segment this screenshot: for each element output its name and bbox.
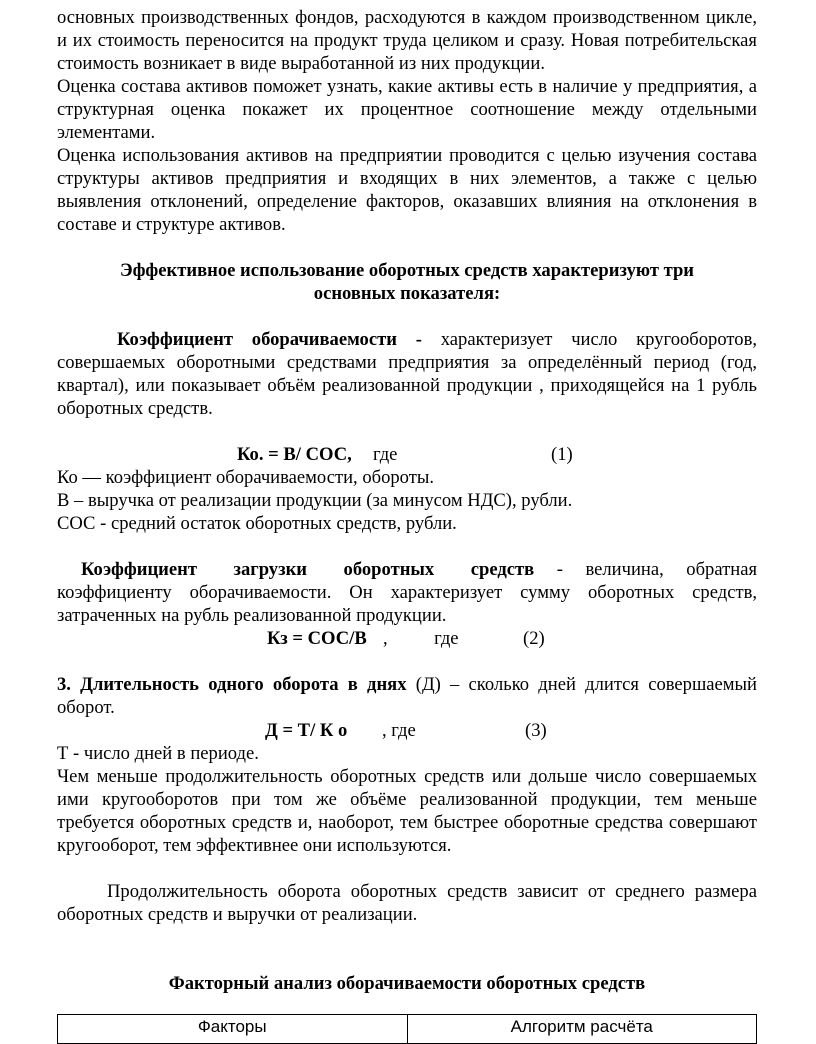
load-factor-paragraph xyxy=(57,558,757,627)
definition-days: Т - число дней в периоде. xyxy=(57,743,259,764)
duration-term: 3. Длительность одного оборота в днях xyxy=(57,674,407,695)
formula-2-where: , где xyxy=(383,628,459,649)
turnover-ratio-text: характеризует число кругооборотов, совершаемых оборотными средствами предприятия за определённый период (год, квартал), или показывает объём реализованной продукции , приходящейся на 1 рубль оборотных средств. xyxy=(57,329,757,419)
formula-3-where: , где xyxy=(382,720,416,741)
definition-ko: Ко — коэффициент оборачиваемости, обороты. xyxy=(57,467,434,488)
formula-1 xyxy=(57,443,757,466)
definition-revenue: В – выручка от реализации продукции (за минусом НДС), рубли. xyxy=(57,490,573,511)
definition-sos: СОС - средний остаток оборотных средств, рубли. xyxy=(57,513,457,534)
turnover-ratio-paragraph xyxy=(57,328,757,420)
duration-paragraph xyxy=(57,673,757,719)
intro-paragraph-1: основных производственных фондов, расходуются в каждом производственном цикле, и их стоимость переносится на продукт труда целиком и сразу. Новая потребительская стоимость возникает в виде выработанной из них продукции. xyxy=(57,7,757,74)
formula-3-expression: Д = Т/ К о xyxy=(265,720,348,741)
duration-text: (Д) – сколько дней длится совершаемый оборот. xyxy=(57,674,758,718)
table-header-row xyxy=(58,1015,757,1044)
formula-3-number: (3) xyxy=(525,720,547,741)
formula-1-number: (1) xyxy=(551,444,573,465)
formula-2 xyxy=(57,627,757,650)
formula-1-where: где xyxy=(373,444,398,465)
formula-3 xyxy=(57,719,757,742)
duration-dependency-paragraph: Продолжительность оборота оборотных средств зависит от среднего размера оборотных средств и выручки от реализации. xyxy=(57,881,757,925)
factor-analysis-table xyxy=(57,1014,757,1044)
formula-2-number: (2) xyxy=(523,628,545,649)
section-heading-indicators: Эффективное использование оборотных средств характеризуют три основных показателя: xyxy=(119,260,695,304)
section-heading-factor-analysis: Факторный анализ оборачиваемости оборотных средств xyxy=(168,973,646,994)
efficiency-paragraph: Чем меньше продолжительность оборотных средств или дольше число совершаемых ими кругооборотов при том же объёме реализованной продукции, тем меньше требуется оборотных средств и, наоборот, тем быстрее оборотные средства совершают кругооборот, тем эффективнее они используются. xyxy=(57,766,757,856)
document-page xyxy=(57,0,757,1044)
intro-paragraph-2: Оценка состава активов поможет узнать, какие активы есть в наличие у предприятия, а структурная оценка покажет их процентное соотношение между отдельными элементами. xyxy=(57,76,757,143)
table-header-algorithm: Алгоритм расчёта xyxy=(407,1015,757,1044)
table-header-factors: Факторы xyxy=(58,1015,408,1044)
intro-paragraph-3: Оценка использования активов на предприятии проводится с целью изучения состава структуры активов предприятия и входящих в них элементов, а также с целью выявления отклонений, определение факторов, оказавших влияния на отклонения в составе и структуре активов. xyxy=(57,145,757,235)
load-factor-text: - величина, обратная коэффициенту оборачиваемости. Он характеризует сумму оборотных средств, затраченных на рубль реализованной продукции. xyxy=(57,559,757,626)
formula-2-expression: Кз = СОС/В xyxy=(267,628,367,649)
turnover-ratio-term: Коэффициент оборачиваемости - xyxy=(117,329,422,350)
load-factor-term: Коэффициент загрузки оборотных средств xyxy=(81,559,535,580)
formula-1-expression: Ко. = В/ СОС, xyxy=(237,444,352,465)
